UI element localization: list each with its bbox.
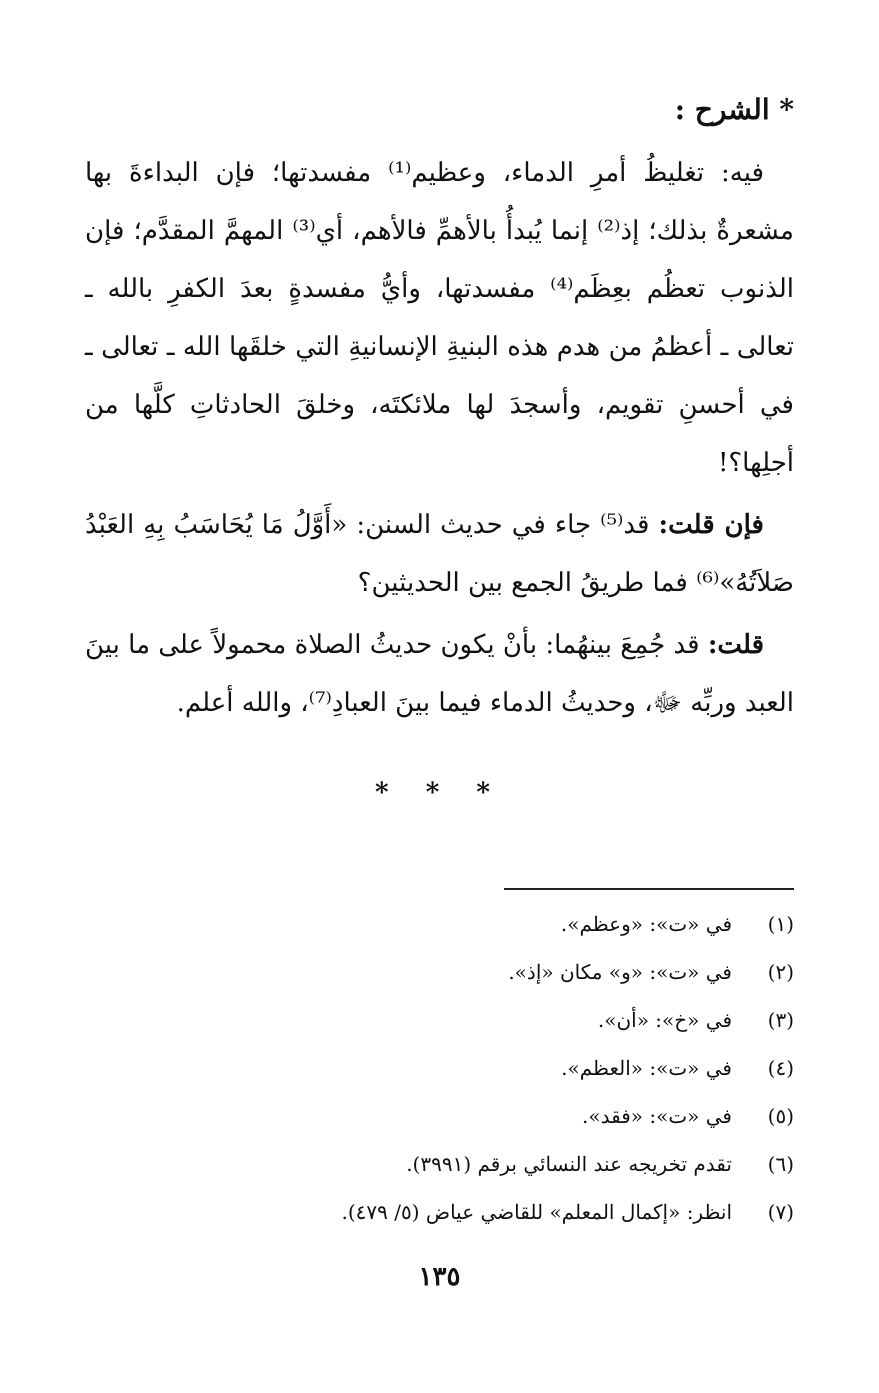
footnote-item (85, 948, 794, 996)
footnotes-list (85, 900, 794, 1236)
footnote-item (85, 1188, 794, 1236)
footnote-number: (٤) (767, 1056, 794, 1080)
paragraph-explanation (85, 144, 794, 492)
paragraph-lead: فإن قلت: (658, 510, 764, 540)
footnote-text: في «ت»: «و» مكان «إذ». (508, 960, 732, 984)
paragraph-question (85, 496, 794, 612)
footnote-divider (504, 888, 794, 890)
section-separator: * * * (375, 778, 504, 808)
paragraph-answer (85, 616, 794, 732)
footnote-number: (٥) (767, 1104, 794, 1128)
page-number: ١٣٥ (418, 1262, 461, 1292)
footnote-item (85, 1044, 794, 1092)
footnote-item (85, 1092, 794, 1140)
footnote-text: في «ت»: «العظم». (561, 1056, 732, 1080)
footnote-text: انظر: «إكمال المعلم» للقاضي عياض (٥/ ٤٧٩). (341, 1200, 732, 1224)
footnote-item (85, 900, 794, 948)
footnote-text: في «خ»: «أن». (597, 1008, 732, 1032)
footnote-text: في «ت»: «فقد». (582, 1104, 732, 1128)
paragraph-body: فيه: تغليظُ أمرِ الدماء، وعظيم⁽¹⁾ مفسدتها؛ فإن البداءةَ بها مشعرةٌ بذلك؛ إذ⁽²⁾ إنما يُبدأُ بالأهمِّ فالأهم، أي⁽³⁾ المهمَّ المقدَّم؛ فإن الذنوب تعظُم بعِظَم⁽⁴⁾ مفسدتها، وأيُّ مفسدةٍ بعدَ الكفرِ بالله ـ تعالى ـ أعظمُ من هدم هذه البنيةِ الإنسانيةِ التي خلقَها الله ـ تعالى ـ في أحسنِ تقويم، وأسجدَ لها ملائكتَه، وخلقَ الحادثاتِ كلَّها من أجلِها؟! (85, 158, 794, 478)
section-heading: * الشرح : (674, 93, 794, 126)
footnote-number: (٧) (767, 1200, 794, 1224)
footnote-text: في «ت»: «وعظم». (560, 912, 732, 936)
footnote-item (85, 996, 794, 1044)
footnote-number: (٦) (767, 1152, 794, 1176)
paragraph-body: قد⁽⁵⁾ جاء في حديث السنن: «أَوَّلُ مَا يُحَاسَبُ بِهِ العَبْدُ صَلاَتُهُ»⁽⁶⁾ فما طريقُ الجمع بين الحديثين؟ (85, 510, 794, 598)
footnote-number: (١) (767, 912, 794, 936)
footnote-item (85, 1140, 794, 1188)
footnote-number: (٢) (767, 960, 794, 984)
paragraph-body: قد جُمِعَ بينهُما: بأنْ يكون حديثُ الصلاة محمولاً على ما بينَ العبد وربِّه ﷻ، وحديثُ الدماء فيما بينَ العبادِ⁽⁷⁾، والله أعلم. (85, 630, 794, 718)
footnote-number: (٣) (767, 1008, 794, 1032)
footnote-text: تقدم تخريجه عند النسائي برقم (٣٩٩١). (406, 1152, 732, 1176)
paragraph-lead: قلت: (707, 630, 764, 660)
main-text (85, 88, 794, 736)
